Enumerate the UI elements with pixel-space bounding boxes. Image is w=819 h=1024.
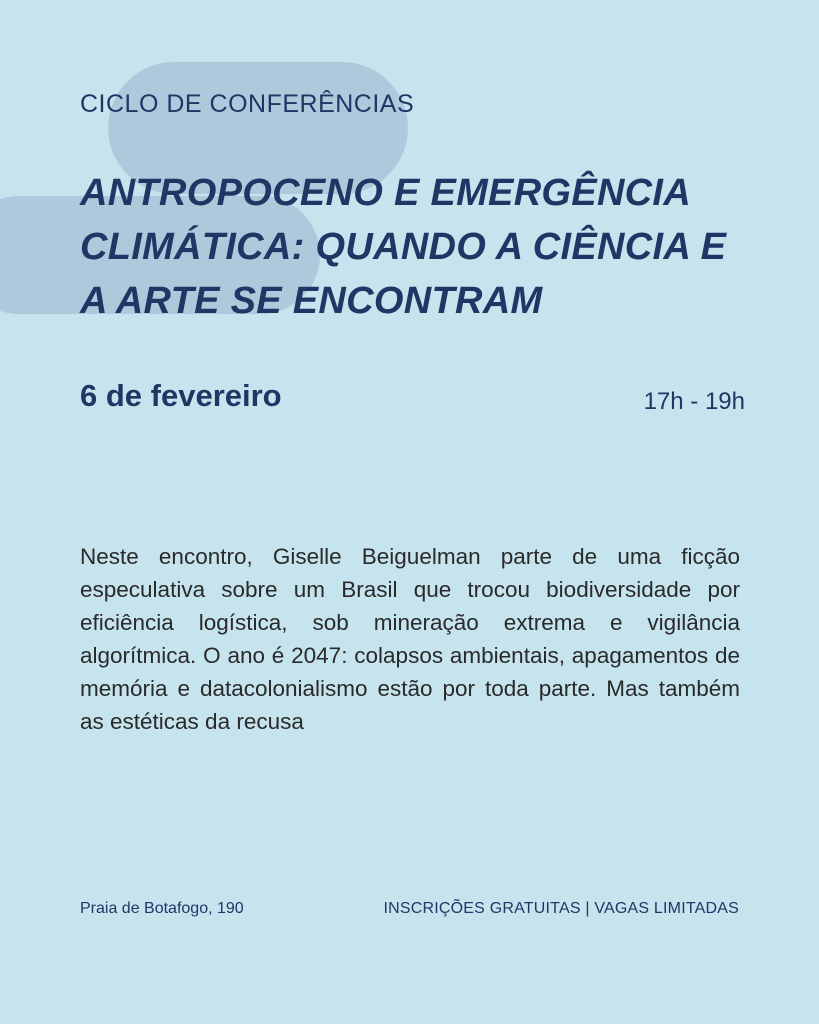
venue-address: Praia de Botafogo, 190 bbox=[80, 900, 244, 917]
registration-info: INSCRIÇÕES GRATUITAS | VAGAS LIMITADAS bbox=[383, 900, 739, 917]
event-date: 6 de fevereiro bbox=[80, 378, 282, 413]
event-description: Neste encontro, Giselle Beiguelman parte de uma ficção especulativa sobre um Brasil que trocou biodiversidade por eficiência logística, sob mineração extrema e vigilância algorítmica. O ano é 2047: colapsos ambientais, apagamentos de memória e datacolonialismo estão por toda parte. Mas também as estéticas da recusa bbox=[80, 544, 740, 734]
series-label: CICLO DE CONFERÊNCIAS bbox=[80, 90, 415, 118]
event-title: ANTROPOCENO E EMERGÊNCIA CLIMÁTICA: QUANDO A CIÊNCIA E A ARTE SE ENCONTRAM bbox=[80, 172, 727, 322]
event-time: 17h - 19h bbox=[643, 388, 745, 415]
